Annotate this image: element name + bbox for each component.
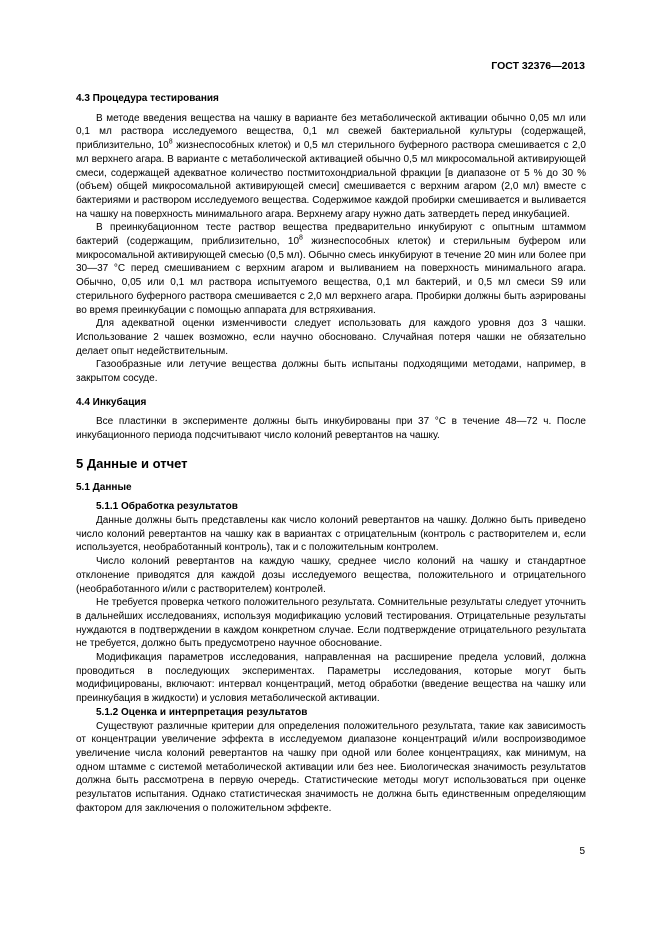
standard-header: ГОСТ 32376—2013 [491,60,585,72]
paragraph: Не требуется проверка четкого положительного результата. Сомнительные результаты следует уточнить в дальнейших исследованиях, используя модификацию условий тестирования. Отрицательные результаты нуждаются в подтверждении в каждом конкретном случае. Если подтверждение отрицательного результата не требуется, должно быть предусмотрено научное обоснование. [76,597,586,650]
paragraph: Газообразные или летучие вещества должны быть испытаны подходящими методами, например, в закрытом сосуде. [76,359,586,385]
section-4-3-title: 4.3 Процедура тестирования [76,93,219,104]
section-5-title: 5 Данные и отчет [76,455,188,471]
section-4-4-title: 4.4 Инкубация [76,396,147,408]
page-number: 5 [579,846,585,857]
paragraph: В методе введения вещества на чашку в варианте без метаболической активации обычно 0,05 мл или 0,1 мл раствора исследуемого вещества, 0,1 мл свежей бактериальной культуры (содержащей, приблизительно, $10^8$ жизнеспособных клеток) и 0,5 мл стерильного буферного раствора смешивается с 2,0 мл верхнего агара. В варианте с метаболической активацией обычно 0,5 мл микросомальной активирующей смеси, содержащей адекватное количество постмитохондриальной фракции [в диапазоне от 5 % до 30 % (объем) общей микросомальной активирующей смеси] смешивается с верхним агаром (2,0 мл) вместе с бактериями и раствором исследуемого вещества. Содержимое каждой пробирки смешивается и выливается на чашку на поверхность минимального агара. Верхнему агару нужно дать затвердеть перед инкубацией. [76,112,586,220]
paragraph: Число колоний ревертантов на каждую чашку, среднее число колоний на чашку и стандартное отклонение приводятся для каждой дозы исследуемого вещества, положительного и отрицательного (необработанного и/или с растворителем) контролей. [76,556,586,595]
paragraph: Для адекватной оценки изменчивости следует использовать для каждого уровня доз 3 чашки. Использование 2 чашек возможно, если научно обосновано. Случайная потеря чашки не обязательно делает опыт недействительным. [76,318,586,357]
section-5-1-2-title: 5.1.2 Оценка и интерпретация результатов [96,706,308,718]
paragraph: Существуют различные критерии для определения положительного результата, такие как зависимость от концентрации увеличение эффекта в исследуемом диапазоне концентраций и/или воспроизводимое увеличение числа колоний ревертантов на чашку при одной или более концентрациях, как минимум, на одном штамме с системой метаболической активации или без нее. Биологическая значимость результатов должна быть рассмотрена в первую очередь. Статистические методы могут использоваться при оценке результатов испытания. Однако статистическая значимость не должна быть единственным определяющим фактором для заключения о положительном эффекте. [76,720,586,814]
section-5-1-1-title: 5.1.1 Обработка результатов [96,501,238,513]
paragraph: Модификация параметров исследования, направленная на расширение предела условий, должна проводиться в последующих экспериментах. Параметры исследования, которые могут быть модифицированы, включают: интервал концентраций, метод обработки (введение вещества на чашку или преинкубация в жидкости) и условия метаболической активации. [76,652,586,705]
paragraph: Данные должны быть представлены как число колоний ревертантов на чашку. Должно быть приведено число колоний ревертантов на чашку как в вариантах с отрицательным (контроль с растворителем и, если используется, необработанный контроль), так и с положительным контролем. [76,514,586,554]
paragraph: Все пластинки в эксперименте должны быть инкубированы при 37 °С в течение 48—72 ч. После инкубационного периода подсчитывают число колоний ревертантов на чашку. [76,416,586,442]
section-5-1-title: 5.1 Данные [76,481,132,493]
paragraph: В преинкубационном тесте раствор вещества предварительно инкубируют с опытным штаммом бактерий (содержащим, приблизительно, $10^8$ жизнеспособных клеток) и стерильным буфером или микросомальной активирующей смесью (0,5 мл). Обычно смесь инкубируют в течение 20 мин или более при 30—37 °С перед смешиванием с верхним агаром и выливанием на поверхность минимального агара. Обычно, 0,05 или 0,1 мл раствора испытуемого вещества, 0,1 мл бактерий, и 0,5 мл смеси S9 или стерильного буферного раствора смешивается с 2,0 мл верхнего агара. Пробирки должны быть аэрированы во время преинкубации с помощью аппарата для встряхивания. [76,222,586,316]
page-content [76,92,586,815]
